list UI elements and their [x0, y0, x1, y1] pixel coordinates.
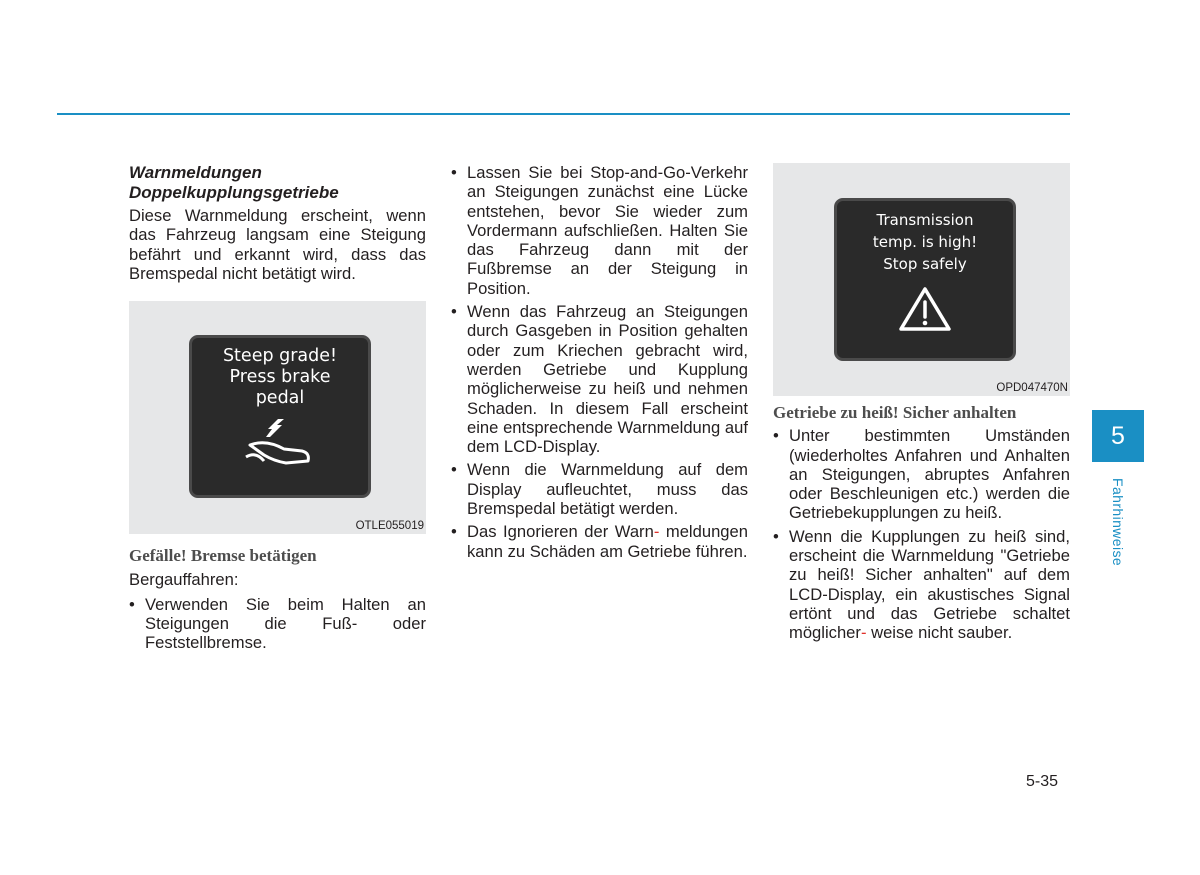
header-rule [57, 113, 1070, 115]
section-heading: Getriebe zu heiß! Sicher anhalten [773, 403, 1017, 422]
warning-section-heading: Warnmeldungen Doppelkupplungsgetriebe [129, 163, 339, 202]
column-middle [451, 163, 748, 565]
steep-grade-figure [129, 301, 426, 534]
list-item: • Wenn die Warnmeldung auf dem Display aufleuchtet, muss das Bremspedal betätigt werden. [451, 460, 748, 519]
list-item: • Das Ignorieren der Warn- meldungen kann zu Schäden am Getriebe führen. [451, 522, 748, 561]
bullet-list [451, 163, 748, 561]
bullet-list [773, 426, 1070, 642]
figure-caption: OTLE055019 [355, 520, 424, 533]
list-item: • Wenn die Kupplungen zu heiß sind, erscheint die Warnmeldung "Getriebe zu heiß! Sicher anhalten" auf dem LCD-Display, ein akustisches Signal ertönt und das Getriebe schaltet möglicher- weise nicht sauber. [773, 526, 1070, 643]
transmission-temp-figure [773, 163, 1070, 396]
warning-triangle-icon [897, 285, 953, 333]
list-item: • Lassen Sie bei Stop-and-Go-Verkehr an Steigungen zunächst eine Lücke entstehen, bevor Sie wieder zum Vordermann aufschließen. Halten Sie das Fahrzeug dann mit der Fußbremse an der Steigung in Position. [451, 163, 748, 298]
column-left [129, 163, 426, 657]
chapter-tab: 5 [1092, 410, 1144, 462]
section-heading: Gefälle! Bremse betätigen [129, 546, 317, 566]
list-item: • Unter bestimmten Umständen (wiederholtes Anfahren und Anhalten an Steigungen, abruptes Anfahren oder Beschleunigen etc.) werden die Getriebekupplungen zu heiß. [773, 426, 1070, 523]
brake-pedal-press-icon [240, 415, 320, 471]
steep-grade-display: Steep grade! Press brake pedal [189, 335, 371, 498]
figure-caption: OPD047470N [996, 382, 1068, 394]
transmission-temp-display: Transmission temp. is high! Stop safely [834, 198, 1016, 361]
list-item: • Verwenden Sie beim Halten an Steigungen die Fuß- oder Feststellbremse. [129, 594, 426, 653]
page-number: 5-35 [1026, 773, 1059, 790]
intro-paragraph: Diese Warnmeldung erscheint, wenn das Fahrzeug langsam eine Steigung befährt und erkannt wird, dass das Bremspedal nicht betätigt wird. [129, 206, 426, 283]
column-right [773, 163, 1070, 647]
chapter-label: Fahrhinweise [1110, 478, 1126, 567]
bullet-list [129, 595, 426, 653]
section-intro: Bergauffahren: [129, 570, 239, 590]
list-item: • Wenn das Fahrzeug an Steigungen durch Gasgeben in Position gehalten oder zum Kriechen gebracht wird, werden Getriebe und Kupplung möglicherweise zu heiß und nehmen Schaden. In diesem Fall erscheint eine entsprechende Warnmeldung auf dem LCD-Display. [451, 302, 748, 457]
